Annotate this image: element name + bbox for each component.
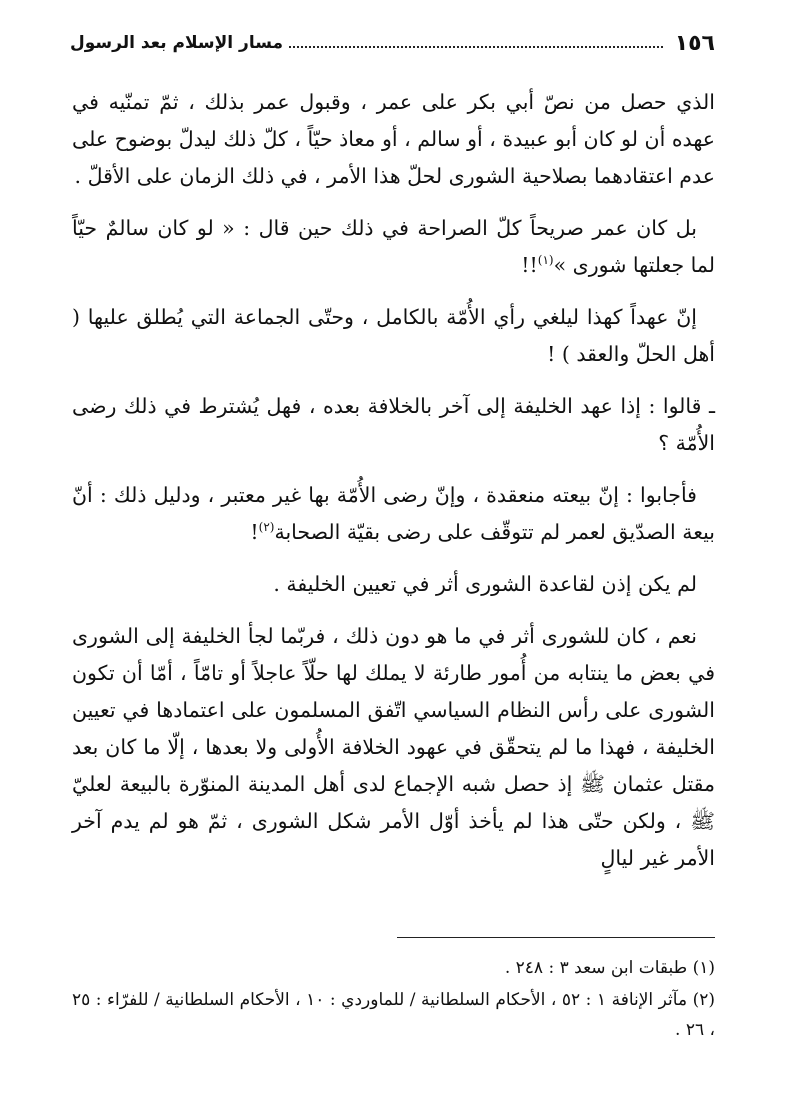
header-dot-leader (289, 46, 663, 48)
paragraph-2-tail: !! (521, 253, 538, 277)
paragraph-1: الذي حصل من نصّ أبي بكر على عمر ، وقبول عمر بذلك ، ثمّ تمنّيه في عهده أن لو كان أبو عبيدة ، أو سالم ، أو معاذ حيّاً ، كلّ ذلك ليدلّ بوضوح على عدم اعتقادهما بصلاحية الشورى لحلّ هذا الأمر ، في ذلك الزمان على الأقلّ . (72, 90, 715, 188)
page-header (70, 28, 715, 58)
footnote-separator (397, 937, 715, 938)
footnote-1: (١) طبقات ابن سعد ٣ : ٢٤٨ . (504, 958, 715, 978)
paragraph-7: نعم ، كان للشورى أثر في ما هو دون ذلك ، فربّما لجأ الخليفة إلى الشورى في بعض ما ينتابه من أُمور طارئة لا يملك لها حلّاً عاجلاً أو تامّاً ، أمّا أن تكون الشورى على رأس النظام السياسي اتّفق المسلمون على اعتمادها في تعيين الخليفة ، فهذا ما لم يتحقّق في عهود الخلافة الأُولى ولا بعدها ، إلّا ما كان بعد مقتل عثمان ﷺ إذ حصل شبه الإجماع لدى أهل المدينة المنوّرة بالبيعة لعليّ ﷺ ، ولكن حتّى هذا لم يأخذ أوّل الأمر شكل الشورى ، ثمّ هو لم يدم آخر الأمر غير ليالٍ (72, 624, 715, 870)
footnote-ref-1: (١) (537, 253, 554, 268)
paragraph-2 (72, 210, 715, 284)
page-number: ١٥٦ (674, 30, 715, 56)
running-title: مسار الإسلام بعد الرسول (70, 33, 284, 53)
paragraph-2-text: بل كان عمر صريحاً كلّ الصراحة في ذلك حين قال : « لو كان سالمٌ حيّاً لما جعلتها شورى » (72, 216, 715, 277)
paragraph-3: إنّ عهداً كهذا ليلغي رأي الأُمّة بالكامل ، وحتّى الجماعة التي يُطلق عليها ( أهل الحلّ والعقد ) ! (72, 305, 715, 366)
paragraph-6: لم يكن إذن لقاعدة الشورى أثر في تعيين الخليفة . (273, 572, 697, 596)
footnote-ref-2: (٢) (258, 520, 275, 535)
paragraph-5 (72, 477, 715, 551)
footnote-2: (٢) مآثر الإنافة ١ : ٥٢ ، الأحكام السلطانية / للماوردي : ١٠ ، الأحكام السلطانية / للفرّاء : ٢٥ ، ٢٦ . (72, 990, 715, 1040)
paragraph-5-text: فأجابوا : إنّ بيعته منعقدة ، وإنّ رضى الأُمّة بها غير معتبر ، ودليل ذلك : أنّ بيعة الصدّيق لعمر لم تتوقّف على رضى بقيّة الصحابة (72, 483, 715, 544)
footnotes (72, 953, 715, 1047)
main-text (72, 84, 715, 892)
paragraph-4: ـ قالوا : إذا عهد الخليفة إلى آخر بالخلافة بعده ، فهل يُشترط في ذلك رضى الأُمّة ؟ (72, 394, 715, 455)
paragraph-5-tail: ! (250, 520, 259, 544)
